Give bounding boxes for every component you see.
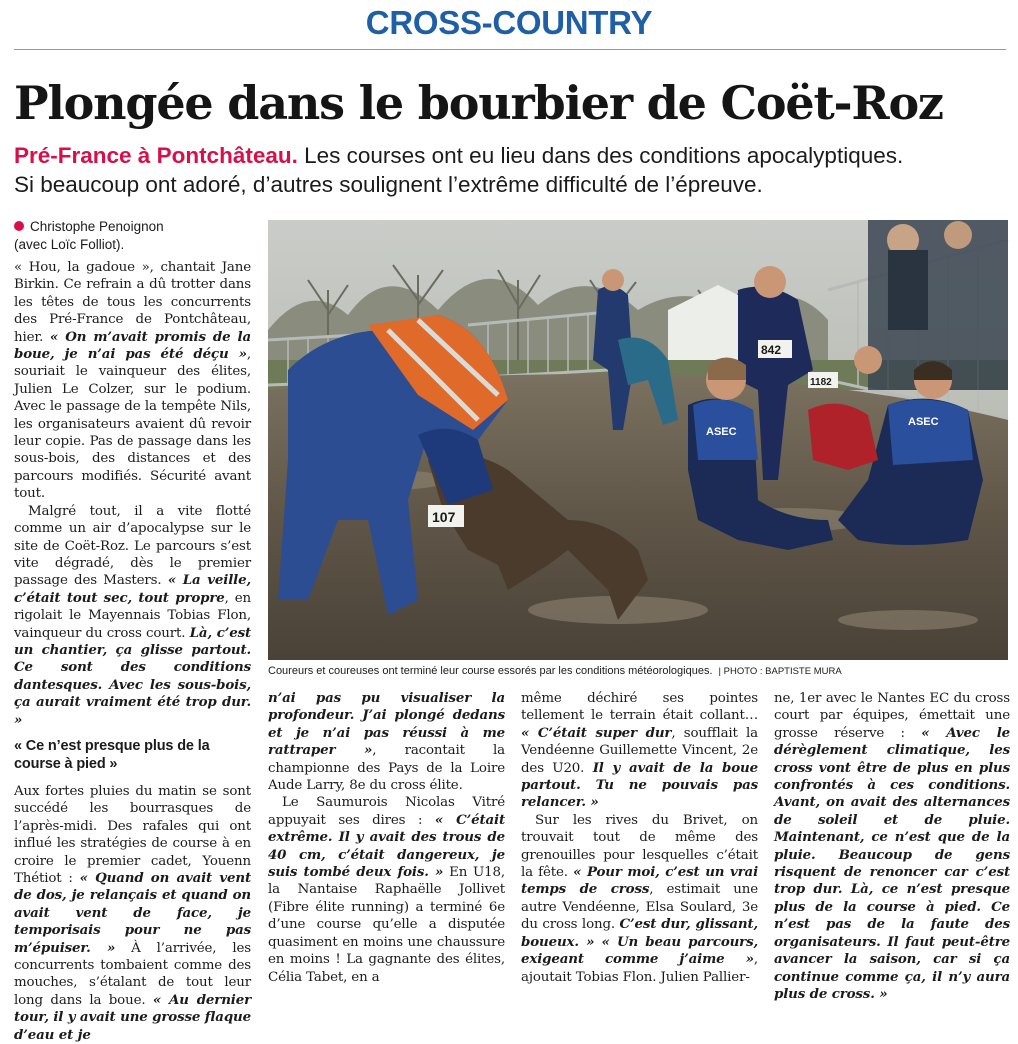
article-photo [268,220,1008,660]
quote: « La veille, c’était tout sec, tout propre [14,572,251,606]
paragraph [14,503,251,729]
club-label: ASEC [706,426,737,438]
quote: C’est dur, glissant, boueux. » « Un beau parcours, exigeant comme j’aime » [521,916,759,968]
byline-author: Christophe Penoignon [30,219,164,234]
text-run: même déchiré ses pointes tellement le terrain était collant… [521,691,758,724]
quote: « Avec le dérèglement climatique, les cross vont être de plus en plus confrontés à ces conditions. Avant, on avait des alternances de soleil et de pluie. Maintenant, ce n’est que de la pluie. Beaucoup de gens risquent de renoncer car c’est trop dur. Là, ce n’est presque plus de la course à pied. Ce n’est pas de la faute des organisateurs. Il faut peut-être avancer la saison, car si ça continue comme ça, il n’y aura plus de cross. » [774,724,1011,1002]
paragraph [268,794,505,985]
subheading: « Ce n’est presque plus de la course à pied » [14,737,210,772]
text-run: , estimait une autre Vendéenne, Elsa Soulard, 3e du cross long. [521,882,758,933]
text-run: ne, 1er avec le Nantes EC du cross court par équipes, émettait une grosse réserve : [774,691,1010,741]
paragraph [521,690,758,812]
headline: Plongée dans le bourbier de Coët-Roz [14,76,943,130]
text-run: En U18, la Nantaise Raphaëlle Jollivet (Fibre élite running) a terminé 6e d’une course qu’elle a disputée quasiment en moins une chaussure en moins ! La gagnante des élites, Célia Tabet, en a [268,865,506,985]
quote: « Pour moi, c’est un vrai temps de cross [521,864,759,898]
quote: Il y avait de la boue partout. Tu ne pouvais pas relancer. » [521,759,758,811]
quote: « On m’avait promis de la boue, je n’ai pas été déçu » [14,328,251,363]
text-run: Sur les rives du Brivet, on trouvait tout de même des grenouilles pour lesquelles c’était la fête. [521,812,758,881]
article-column-4 [774,690,1010,1003]
standfirst [14,141,1014,199]
bib-number: 107 [432,509,456,525]
text-run: , racontait la championne des Pays de la Loire Aude Larry, 8e du cross élite. [268,743,505,794]
quote: Là, c’est un chantier, ça glisse partout. Ce sont des conditions dantesques. Avec les sous-bois, ça aurait vraiment été trop dur. » [14,624,251,728]
text-run: , souriait le vainqueur des élites, Julien Le Colzer, sur le podium. Avec le passage de la tempête Nils, les organisateurs avaient dû revoir leur copie. Pas de passage dans les sous-bois, des distances et des parcours modifiés. Sécurité avant tout. [14,347,251,502]
byline [14,218,264,254]
text-run: , ajoutait Tobias Flon. Julien Pallier- [521,952,758,985]
quote: « C’était extrême. Il y avait des trous de 40 cm, c’était dangereux, je suis tombé deux fois. » [268,811,505,881]
text-run: , en rigolait le Mayennais Tobias Flon, vainqueur du cross court. [14,590,251,641]
standfirst-line-2: Si beaucoup ont adoré, d’autres soulignent l’extrême difficulté de l’épreuve. [14,172,763,197]
quote: « Au dernier tour, il y avait une grosse flaque d’eau et je [14,991,251,1043]
article-column-1 [14,259,251,1044]
paragraph [521,812,758,986]
caption-text: Coureurs et coureuses ont terminé leur course essorés par les conditions météorologiques. [268,665,713,677]
photo-caption [268,665,1008,677]
text-run: Le Saumurois Nicolas Vitré appuyait ses dires : [268,795,505,828]
text-run: Malgré tout, il a vite flotté comme un air d’apocalypse sur le site de Coët-Roz. Le parcours s’est vite dégradé, dès le premier passage des Masters. [14,503,251,589]
text-run: Aux fortes pluies du matin se sont succédé les bourrasques de l’après-midi. Des rafales qui ont influé les stratégies de course à en croire le premier cadet, Youenn Thétiot : [14,783,251,886]
standfirst-line-1: Les courses ont eu lieu dans des conditions apocalyptiques. [297,143,904,168]
byline-coauthor: (avec Loïc Folliot). [14,237,125,252]
article-column-3 [521,690,758,986]
text-run: « Hou, la gadoue », chantait Jane Birkin. Ce refrain a dû trotter dans les têtes de tous les concurrents des Pré-France de Pontchâteau, hier. [14,260,251,345]
quote: « C’était super dur [521,724,672,741]
text-run: , soufflait la Vendéenne Guillemette Vincent, 2e des U20. [521,725,759,776]
byline-bullet-icon [14,221,24,231]
quote: « Quand on avait vent de dos, je relançais et quand on avait vent de face, je temporisais pour ne pas m’épuiser. » [14,870,251,956]
club-label: ASEC [908,416,939,428]
paragraph [268,690,505,794]
paragraph [14,783,251,1044]
quote: n’ai pas pu visualiser la profondeur. J’ai plongé dedans et je n’ai pas réussi à me rattraper » [268,690,505,759]
photo-credit: | PHOTO : BAPTISTE MURA [718,666,842,677]
bib-number: 842 [761,343,782,357]
text-run: À l’arrivée, les concurrents tombaient comme des mouches, s’étalant de tout leur long dans la boue. [14,940,251,1008]
standfirst-kicker: Pré-France à Pontchâteau. [14,143,298,168]
bib-number: 1182 [810,377,832,388]
mud-race-photo [268,220,1008,660]
section-rule [14,49,1006,50]
paragraph [774,690,1010,1003]
section-rubric: CROSS-COUNTRY [365,4,653,41]
paragraph [14,259,251,503]
article-column-2 [268,690,505,986]
